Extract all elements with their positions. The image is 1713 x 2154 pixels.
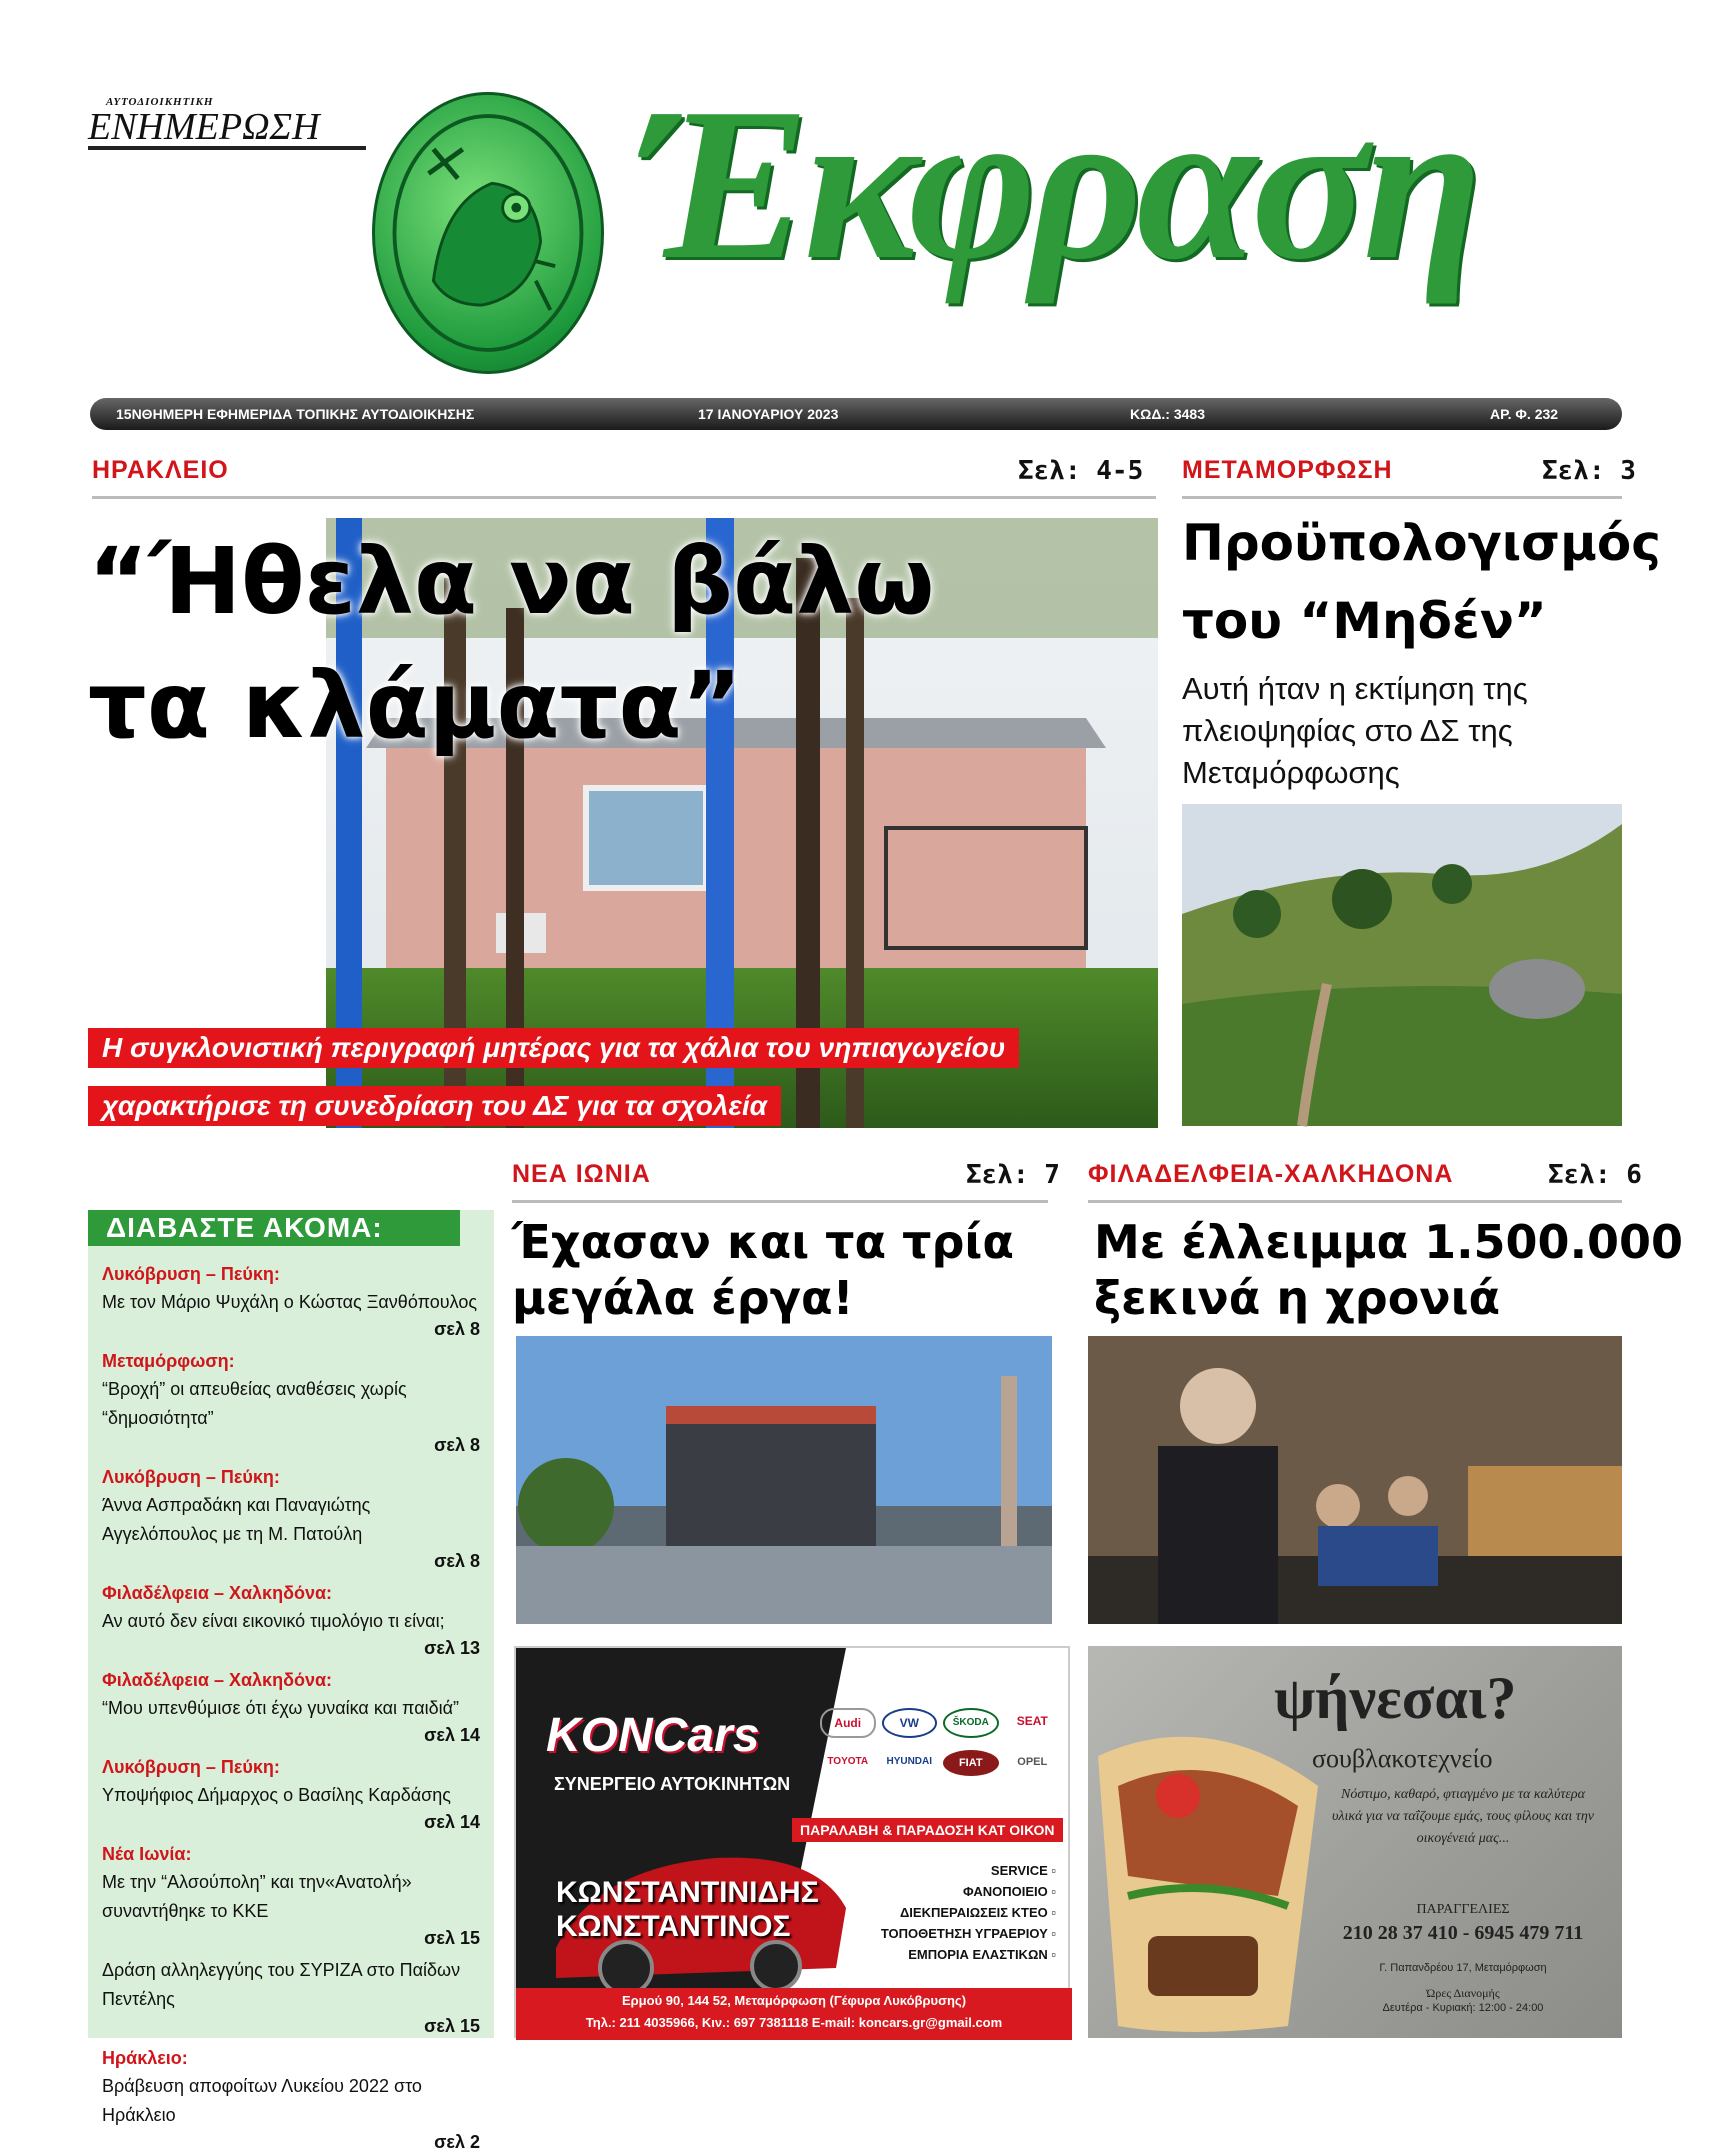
lead-page-ref: Σελ: 4-5	[1018, 456, 1144, 486]
right-rule	[1182, 496, 1622, 499]
read-more-item[interactable]: Λυκόβρυση – Πεύκη: Με τον Μάριο Ψυχάλη ο Κώστας Ξανθόπουλος σελ 8	[102, 1264, 480, 1339]
read-more-item[interactable]: Μεταμόρφωση: “Βροχή” οι απευθείας αναθέσεις χωρίς “δημοσιότητα” σελ 8	[102, 1351, 480, 1455]
read-more-item[interactable]: Φιλαδέλφεια – Χαλκηδόνα: Αν αυτό δεν είναι εικονικό τιμολόγιο τι είναι; σελ 13	[102, 1583, 480, 1658]
opel-logo: OPEL	[1017, 1756, 1048, 1768]
koncars-contact: Τηλ.: 211 4035966, Κιν.: 697 7381118 E-mail: koncars.gr@gmail.com	[585, 2015, 1003, 2030]
right-photo-hill	[1182, 804, 1622, 1126]
info-bar	[90, 398, 1622, 430]
skoda-logo: ŠKODA	[943, 1708, 999, 1738]
fiat-logo: FIAT	[943, 1750, 999, 1776]
audi-logo: Audi	[820, 1708, 876, 1738]
nea-ionia-headline-line2: μεγάλα έργα!	[512, 1271, 854, 1325]
nea-ionia-page-ref: Σελ: 7	[966, 1160, 1060, 1190]
right-headline-line2: του “Μηδέν”	[1182, 592, 1547, 650]
nea-ionia-headline-line1: Έχασαν και τα τρία	[512, 1215, 1014, 1269]
koncars-brand-logos	[820, 1708, 1060, 1776]
right-page-ref: Σελ: 3	[1542, 456, 1636, 486]
souvlaki-hours: Δευτέρα - Κυριακή: 12:00 - 24:00	[1382, 2002, 1544, 2014]
filadelfeia-headline-line2: ξεκινά η χρονιά	[1094, 1271, 1501, 1325]
brand-line1: ΑΥΤΟΔΙΟΙΚΗΤΙΚΗ	[106, 96, 214, 108]
lead-rule	[92, 496, 1156, 499]
koncars-subtitle: ΣΥΝΕΡΓΕΙΟ ΑΥΤΟΚΙΝΗΤΩΝ	[554, 1774, 791, 1794]
hyundai-logo: HYUNDAI	[886, 1756, 933, 1767]
seat-logo: SEAT	[1016, 1714, 1048, 1728]
masthead-title: Έκφραση	[640, 64, 1477, 305]
vw-logo: VW	[882, 1708, 938, 1738]
filadelfeia-headline-line1: Με έλλειμμα 1.500.000	[1094, 1215, 1684, 1269]
tagline: 15ΝΘΗΜΕΡΗ ΕΦΗΜΕΡΙΔΑ ΤΟΠΙΚΗΣ ΑΥΤΟΔΙΟΙΚΗΣΗΣ	[116, 406, 475, 422]
right-headline-line1: Προϋπολογισμός	[1182, 514, 1661, 572]
lead-subtitle-1: Η συγκλονιστική περιγραφή μητέρας για τα χάλια του νηπιαγωγείου	[88, 1028, 1019, 1068]
filadelfeia-section-label: ΦΙΛΑΔΕΛΦΕΙΑ-ΧΑΛΚΗΔΟΝΑ	[1088, 1160, 1454, 1188]
koncars-services	[816, 1860, 1056, 1965]
service-item: ΕΜΠΟΡΙΑ ΕΛΑΣΤΙΚΩΝ ▫	[908, 1947, 1056, 1962]
filadelfeia-rule	[1088, 1200, 1622, 1203]
service-item: ΤΟΠΟΘΕΤΗΣΗ ΥΓΡΑΕΡΙΟΥ ▫	[880, 1926, 1056, 1941]
souvlaki-phones: 210 28 37 410 - 6945 479 711	[1342, 1922, 1584, 1944]
read-more-item[interactable]: Λυκόβρυση – Πεύκη: Υποψήφιος Δήμαρχος ο Βασίλης Καρδάσης σελ 14	[102, 1757, 480, 1832]
nea-ionia-photo	[516, 1336, 1052, 1624]
souvlaki-orders-label: ΠΑΡΑΓΓΕΛΙΕΣ	[1416, 1902, 1510, 1917]
issue-date: 17 ΙΑΝΟΥΑΡΙΟΥ 2023	[698, 406, 839, 422]
read-more-item[interactable]: Φιλαδέλφεια – Χαλκηδόνα: “Μου υπενθύμισε ότι έχω γυναίκα και παιδιά” σελ 14	[102, 1670, 480, 1745]
lead-headline-line2: τα κλάματα”	[88, 652, 743, 759]
koncars-owner-line1: ΚΩΝΣΤΑΝΤΙΝΙΔΗΣ	[556, 1876, 819, 1909]
brand-line2: ΕΝΗΜΕΡΩΣΗ	[88, 108, 366, 150]
nea-ionia-section-label: ΝΕΑ ΙΩΝΙΑ	[512, 1160, 651, 1188]
service-item: ΦΑΝΟΠΟΙΕΙΟ ▫	[963, 1884, 1056, 1899]
lead-headline-line1: “Ήθελα να βάλω	[88, 528, 935, 635]
ad-koncars[interactable]	[514, 1646, 1070, 2038]
koncars-owner-line2: ΚΩΝΣΤΑΝΤΙΝΟΣ	[556, 1910, 791, 1943]
read-more-heading: ΔΙΑΒΑΣΤΕ ΑΚΟΜΑ:	[88, 1210, 460, 1246]
toyota-logo: TOYOTA	[827, 1756, 869, 1767]
read-more-item[interactable]: Ηράκλειο: Βράβευση αποφοίτων Λυκείου 2022 στο Ηράκλειο σελ 2	[102, 2048, 480, 2152]
service-item: ΔΙΕΚΠΕΡΑΙΩΣΕΙΣ ΚΤΕΟ ▫	[899, 1905, 1056, 1920]
read-more-item[interactable]: Δράση αλληλεγγύης του ΣΥΡΙΖΑ στο Παίδων Πεντέλης σελ 15	[102, 1960, 480, 2036]
owl-coin-logo	[372, 92, 604, 374]
nea-ionia-rule	[512, 1200, 1048, 1203]
issue-code: ΚΩΔ.: 3483	[1130, 406, 1205, 422]
brand-logo	[88, 96, 366, 150]
ad-souvlaki[interactable]	[1088, 1646, 1622, 2038]
issue-number: ΑΡ. Φ. 232	[1490, 406, 1559, 422]
koncars-address: Ερμού 90, 144 52, Μεταμόρφωση (Γέφυρα Λυκόβρυσης)	[621, 1993, 967, 2008]
souvlaki-blurb: Νόστιμο, καθαρό, φτιαγμένο με τα καλύτερα υλικά για να ταΐζουμε εμάς, τους φίλους και την οικογένειά μας...	[1332, 1787, 1594, 1846]
right-section-label: ΜΕΤΑΜΟΡΦΩΣΗ	[1182, 456, 1393, 484]
read-more-item[interactable]: Νέα Ιωνία: Με την “Αλσούπολη” και την«Ανατολή» συναντήθηκε το ΚΚΕ σελ 15	[102, 1844, 480, 1948]
lead-section-label: ΗΡΑΚΛΕΙΟ	[92, 456, 229, 484]
souvlaki-title: ψήνεσαι?	[1274, 1665, 1517, 1731]
koncars-brand: KONCars	[546, 1709, 760, 1762]
souvlaki-hours-label: Ώρες Διανομής	[1426, 1986, 1500, 2000]
souvlaki-subtitle: σουβλακοτεχνείο	[1312, 1744, 1493, 1773]
read-more-item[interactable]: Λυκόβρυση – Πεύκη: Άννα Ασπραδάκη και Παναγιώτης Αγγελόπουλος με τη Μ. Πατούλη σελ 8	[102, 1467, 480, 1571]
lead-subtitle-2: χαρακτήρισε τη συνεδρίαση του ΔΣ για τα σχολεία	[88, 1086, 781, 1126]
souvlaki-address: Γ. Παπανδρέου 17, Μεταμόρφωση	[1379, 1962, 1547, 1974]
service-item: SERVICE ▫	[990, 1863, 1056, 1878]
read-more-sidebar	[88, 1210, 494, 2152]
read-more-list	[88, 1246, 494, 2154]
filadelfeia-photo-council	[1088, 1336, 1622, 1624]
koncars-pickup: ΠΑΡΑΛΑΒΗ & ΠΑΡΑΔΟΣΗ ΚΑΤ ΟΙΚΟΝ	[792, 1818, 1063, 1842]
right-deck: Αυτή ήταν η εκτίμηση της πλειοψηφίας στο ΔΣ της Μεταμόρφωσης	[1182, 671, 1528, 790]
filadelfeia-page-ref: Σελ: 6	[1548, 1160, 1642, 1190]
